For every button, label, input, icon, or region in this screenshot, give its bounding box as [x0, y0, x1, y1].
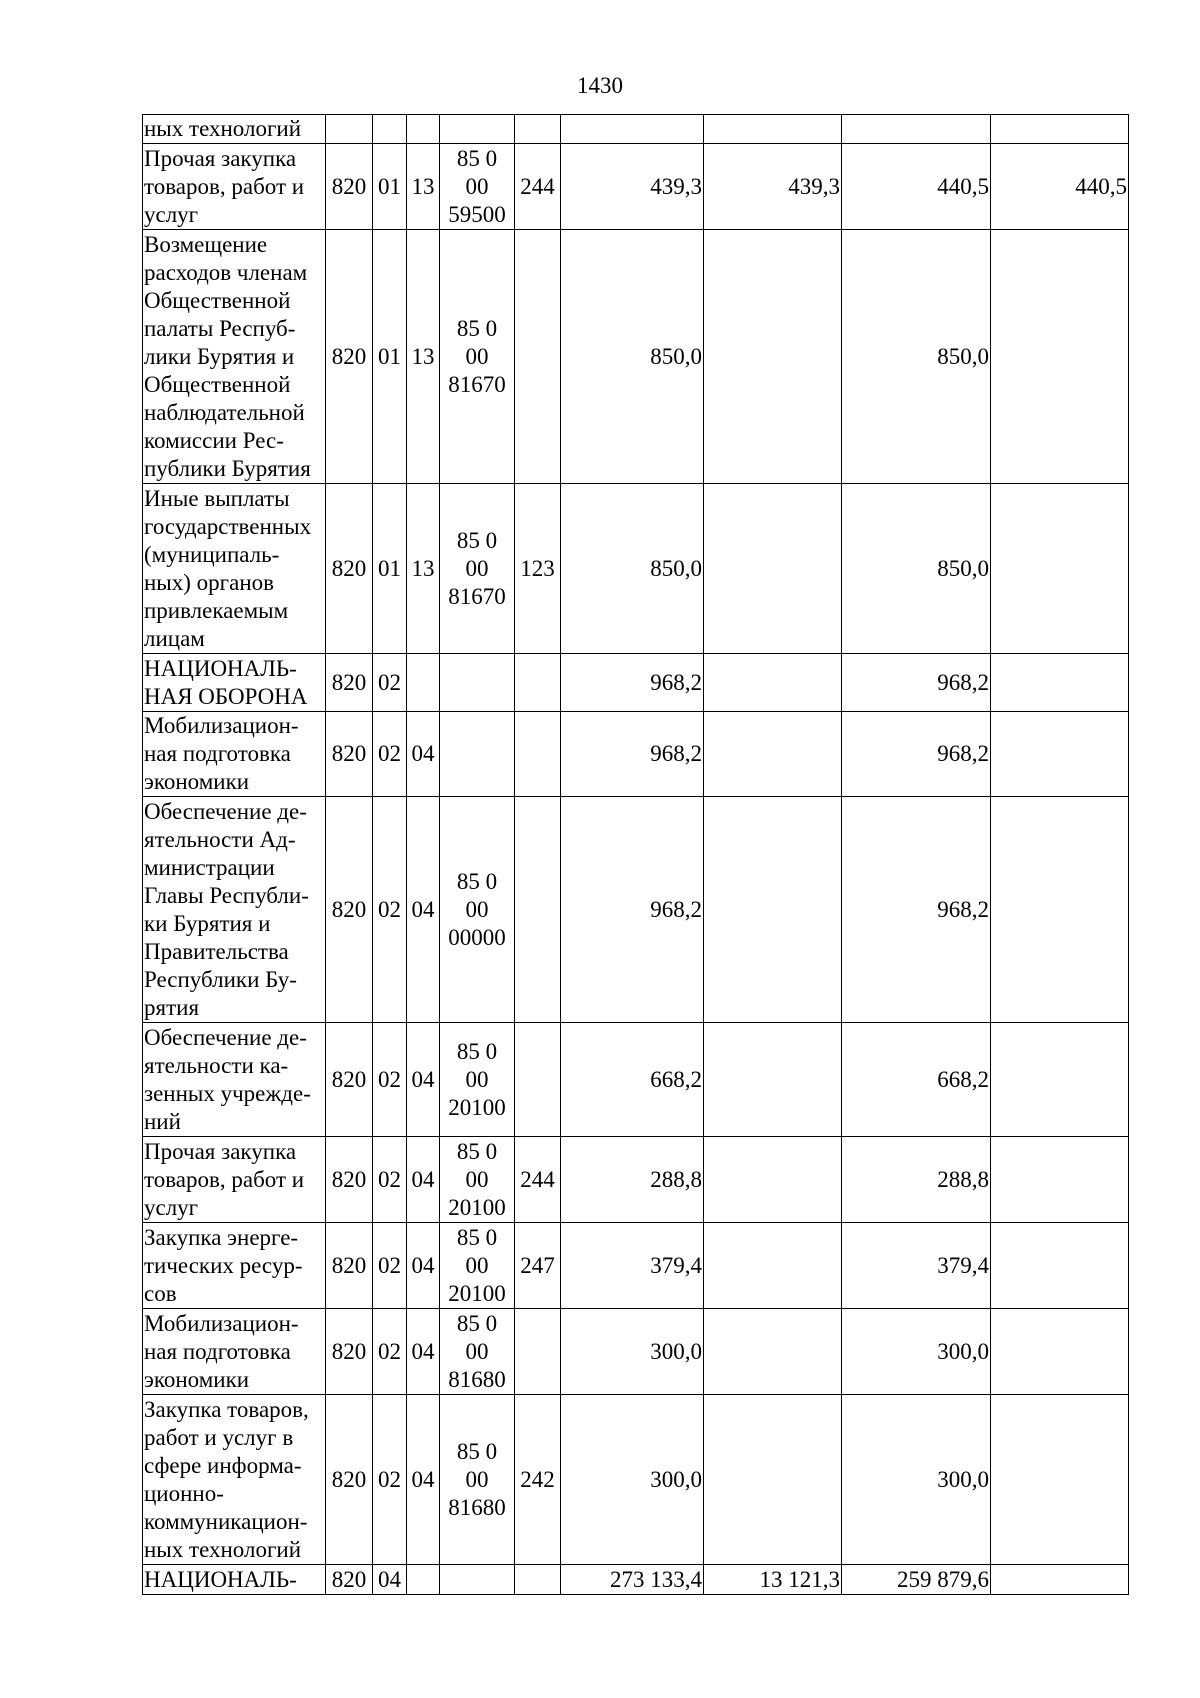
- target-article-line: 00: [465, 1338, 489, 1364]
- cell-subsection: 13: [407, 484, 440, 654]
- target-article-line: 81680: [448, 1494, 506, 1520]
- cell-subsection: 04: [407, 797, 440, 1023]
- target-article-line: 85 0: [456, 1438, 498, 1464]
- cell-section: 02: [373, 1223, 407, 1309]
- cell-section: 01: [373, 144, 407, 230]
- cell-section: 02: [373, 1395, 407, 1565]
- row-name-line: наблюдательной: [144, 399, 305, 425]
- cell-section: 04: [373, 1565, 407, 1595]
- target-article-line: 00: [465, 896, 489, 922]
- row-name-line: НАЦИОНАЛЬ-: [144, 655, 297, 681]
- cell-target-article: [440, 1223, 515, 1309]
- cell-expense-type: 244: [515, 144, 561, 230]
- table-row: [143, 654, 1129, 712]
- cell-section: 02: [373, 712, 407, 797]
- cell-grbs: 820: [326, 1565, 373, 1595]
- cell-subsection: 13: [407, 144, 440, 230]
- cell-amount-4: [991, 1565, 1129, 1595]
- target-article-line: 85 0: [456, 1310, 498, 1336]
- cell-amount-2: [704, 1395, 842, 1565]
- cell-subsection: [407, 1565, 440, 1595]
- cell-amount-1: 968,2: [561, 654, 704, 712]
- row-name-line: Закупка товаров,: [144, 1396, 309, 1422]
- row-name-line: услуг: [144, 1194, 199, 1220]
- cell-amount-2: [704, 230, 842, 484]
- cell-expense-type: [515, 1023, 561, 1137]
- cell-amount-1: 288,8: [561, 1137, 704, 1223]
- target-article-line: 00: [465, 1166, 489, 1192]
- cell-amount-4: [991, 484, 1129, 654]
- cell-expense-type: [515, 654, 561, 712]
- table-row: [143, 712, 1129, 797]
- target-article-line: 81670: [448, 583, 506, 609]
- target-article-line: 00: [465, 555, 489, 581]
- row-name-line: НАЦИОНАЛЬ-: [144, 1566, 297, 1592]
- table-row: [143, 1023, 1129, 1137]
- cell-amount-1: [561, 115, 704, 144]
- cell-amount-3: 968,2: [842, 797, 991, 1023]
- target-article-line: 85 0: [456, 868, 498, 894]
- cell-grbs: 820: [326, 712, 373, 797]
- row-name-line: ных) органов: [144, 569, 274, 595]
- cell-expense-type: [515, 230, 561, 484]
- cell-amount-3: 300,0: [842, 1395, 991, 1565]
- table-row: [143, 1137, 1129, 1223]
- cell-grbs: 820: [326, 1309, 373, 1395]
- target-article-line: 81670: [448, 371, 506, 397]
- cell-amount-1: 300,0: [561, 1309, 704, 1395]
- cell-amount-4: [991, 1137, 1129, 1223]
- row-name: [143, 654, 326, 712]
- row-name: [143, 797, 326, 1023]
- row-name-line: сфере информа-: [144, 1452, 302, 1478]
- cell-target-article: [440, 1395, 515, 1565]
- cell-expense-type: [515, 1309, 561, 1395]
- cell-section: 02: [373, 1309, 407, 1395]
- cell-subsection: 13: [407, 230, 440, 484]
- row-name-line: Прочая закупка: [144, 1138, 297, 1164]
- cell-amount-3: 968,2: [842, 654, 991, 712]
- budget-table: [142, 114, 1129, 1595]
- target-article-line: 85 0: [456, 1138, 498, 1164]
- cell-target-article: [440, 712, 515, 797]
- page-number: 1430: [577, 73, 623, 98]
- target-article-line: 85 0: [456, 145, 498, 171]
- row-name: [143, 1223, 326, 1309]
- row-name-line: ционно-: [144, 1480, 224, 1506]
- cell-amount-2: [704, 115, 842, 144]
- table-row: [143, 1309, 1129, 1395]
- cell-target-article: [440, 797, 515, 1023]
- cell-subsection: 04: [407, 1023, 440, 1137]
- row-name-line: государственных: [144, 513, 312, 539]
- cell-target-article: [440, 230, 515, 484]
- cell-amount-4: [991, 1223, 1129, 1309]
- cell-amount-4: [991, 712, 1129, 797]
- table-row: [143, 115, 1129, 144]
- cell-amount-4: [991, 1023, 1129, 1137]
- cell-amount-2: [704, 1023, 842, 1137]
- cell-grbs: 820: [326, 1137, 373, 1223]
- cell-expense-type: [515, 712, 561, 797]
- cell-amount-2: [704, 712, 842, 797]
- row-name-line: коммуникацион-: [144, 1508, 308, 1534]
- cell-subsection: 04: [407, 712, 440, 797]
- row-name-line: услуг: [144, 201, 199, 227]
- target-article-line: 85 0: [456, 1224, 498, 1250]
- target-article-line: 00: [465, 1252, 489, 1278]
- row-name-line: Обеспечение де-: [144, 1024, 307, 1050]
- cell-section: 02: [373, 797, 407, 1023]
- row-name: [143, 144, 326, 230]
- row-name: [143, 1565, 326, 1595]
- cell-amount-1: 968,2: [561, 712, 704, 797]
- cell-grbs: [326, 115, 373, 144]
- cell-amount-4: [991, 230, 1129, 484]
- row-name-line: Мобилизацион-: [144, 713, 299, 738]
- row-name-line: расходов членам: [144, 259, 308, 285]
- table-body: [143, 115, 1129, 1595]
- row-name-line: Общественной: [144, 287, 291, 313]
- cell-expense-type: 242: [515, 1395, 561, 1565]
- row-name-line: лики Бурятия и: [144, 343, 295, 369]
- cell-amount-3: 379,4: [842, 1223, 991, 1309]
- cell-subsection: 04: [407, 1137, 440, 1223]
- row-name-line: работ и услуг в: [144, 1424, 294, 1450]
- target-article-line: 00: [465, 173, 489, 199]
- row-name-line: Закупка энерге-: [144, 1224, 299, 1250]
- row-name: [143, 712, 326, 797]
- cell-amount-1: 850,0: [561, 484, 704, 654]
- cell-amount-1: 300,0: [561, 1395, 704, 1565]
- cell-grbs: 820: [326, 484, 373, 654]
- target-article-line: 00: [465, 1066, 489, 1092]
- cell-grbs: 820: [326, 654, 373, 712]
- target-article-line: 20100: [448, 1194, 506, 1220]
- row-name-line: Возмещение: [144, 231, 268, 257]
- cell-subsection: [407, 115, 440, 144]
- row-name-line: комиссии Рес-: [144, 427, 284, 453]
- cell-grbs: 820: [326, 1223, 373, 1309]
- cell-target-article: [440, 115, 515, 144]
- row-name-line: Прочая закупка: [144, 145, 297, 171]
- cell-section: 01: [373, 230, 407, 484]
- target-article-line: 81680: [448, 1366, 506, 1392]
- cell-amount-1: 668,2: [561, 1023, 704, 1137]
- table-row: [143, 144, 1129, 230]
- row-name: [143, 1309, 326, 1395]
- row-name-line: товаров, работ и: [144, 1166, 305, 1192]
- cell-grbs: 820: [326, 1395, 373, 1565]
- cell-target-article: [440, 144, 515, 230]
- cell-subsection: [407, 654, 440, 712]
- cell-target-article: [440, 484, 515, 654]
- row-name-line: министрации: [144, 854, 275, 880]
- cell-grbs: 820: [326, 230, 373, 484]
- cell-grbs: 820: [326, 144, 373, 230]
- target-article-line: 85 0: [456, 527, 498, 553]
- cell-section: 02: [373, 654, 407, 712]
- row-name-line: Правительства: [144, 938, 289, 964]
- cell-target-article: [440, 654, 515, 712]
- cell-amount-4: [991, 1309, 1129, 1395]
- row-name-line: Общественной: [144, 371, 291, 397]
- cell-amount-2: 439,3: [704, 144, 842, 230]
- cell-amount-2: [704, 654, 842, 712]
- cell-amount-2: [704, 1223, 842, 1309]
- cell-grbs: 820: [326, 1023, 373, 1137]
- row-name-line: палаты Респуб-: [144, 315, 296, 341]
- cell-target-article: [440, 1565, 515, 1595]
- table-row: [143, 797, 1129, 1023]
- row-name-line: экономики: [144, 1366, 250, 1392]
- cell-section: 02: [373, 1137, 407, 1223]
- cell-amount-3: 440,5: [842, 144, 991, 230]
- cell-amount-3: 300,0: [842, 1309, 991, 1395]
- row-name-line: ятельности Ад-: [144, 826, 296, 852]
- target-article-line: 20100: [448, 1280, 506, 1306]
- row-name-line: рятия: [144, 994, 200, 1020]
- cell-expense-type: [515, 1565, 561, 1595]
- row-name-line: привлекаемым: [144, 597, 289, 623]
- target-article-line: 59500: [448, 201, 506, 227]
- row-name-line: ки Бурятия и: [144, 910, 271, 936]
- cell-amount-1: 850,0: [561, 230, 704, 484]
- row-name: [143, 1395, 326, 1565]
- cell-amount-2: 13 121,3: [704, 1565, 842, 1595]
- cell-amount-1: 379,4: [561, 1223, 704, 1309]
- cell-amount-3: 668,2: [842, 1023, 991, 1137]
- cell-amount-3: 259 879,6: [842, 1565, 991, 1595]
- cell-expense-type: 244: [515, 1137, 561, 1223]
- cell-expense-type: [515, 115, 561, 144]
- row-name-line: ная подготовка: [144, 741, 291, 766]
- table-row: [143, 1395, 1129, 1565]
- target-article-line: 20100: [448, 1094, 506, 1120]
- table-row: [143, 1223, 1129, 1309]
- cell-grbs: 820: [326, 797, 373, 1023]
- table-row: [143, 230, 1129, 484]
- row-name-line: Мобилизацион-: [144, 1310, 299, 1336]
- target-article-line: 00: [465, 343, 489, 369]
- row-name: [143, 230, 326, 484]
- row-name-line: ная подготовка: [144, 1338, 291, 1364]
- row-name-line: ний: [144, 1108, 181, 1134]
- cell-amount-1: 273 133,4: [561, 1565, 704, 1595]
- row-name-line: ных технологий: [144, 116, 302, 141]
- row-name-line: Главы Республи-: [144, 882, 309, 908]
- cell-subsection: 04: [407, 1395, 440, 1565]
- row-name-line: экономики: [144, 769, 250, 794]
- cell-amount-2: [704, 1137, 842, 1223]
- row-name-line: ных технологий: [144, 1536, 302, 1562]
- cell-expense-type: 247: [515, 1223, 561, 1309]
- cell-section: 02: [373, 1023, 407, 1137]
- row-name-line: тических ресур-: [144, 1252, 303, 1278]
- row-name-line: зенных учрежде-: [144, 1080, 311, 1106]
- cell-amount-1: 439,3: [561, 144, 704, 230]
- cell-amount-3: 968,2: [842, 712, 991, 797]
- row-name-line: публики Бурятия: [144, 455, 311, 481]
- row-name-line: лицам: [144, 625, 205, 651]
- cell-amount-4: 440,5: [991, 144, 1129, 230]
- row-name: [143, 484, 326, 654]
- target-article-line: 85 0: [456, 1038, 498, 1064]
- cell-expense-type: 123: [515, 484, 561, 654]
- row-name-line: Обеспечение де-: [144, 798, 307, 824]
- cell-expense-type: [515, 797, 561, 1023]
- cell-amount-2: [704, 797, 842, 1023]
- cell-amount-3: 850,0: [842, 230, 991, 484]
- cell-section: [373, 115, 407, 144]
- cell-amount-4: [991, 115, 1129, 144]
- cell-section: 01: [373, 484, 407, 654]
- row-name: [143, 115, 326, 144]
- cell-amount-2: [704, 1309, 842, 1395]
- cell-amount-3: [842, 115, 991, 144]
- row-name-line: товаров, работ и: [144, 173, 305, 199]
- row-name-line: (муниципаль-: [144, 541, 280, 567]
- cell-target-article: [440, 1023, 515, 1137]
- cell-amount-4: [991, 797, 1129, 1023]
- cell-amount-2: [704, 484, 842, 654]
- row-name-line: Иные выплаты: [144, 485, 290, 511]
- table-row: [143, 1565, 1129, 1595]
- row-name-line: Республики Бу-: [144, 966, 297, 992]
- cell-target-article: [440, 1309, 515, 1395]
- cell-target-article: [440, 1137, 515, 1223]
- target-article-line: 00: [465, 1466, 489, 1492]
- cell-amount-4: [991, 654, 1129, 712]
- target-article-line: 00000: [448, 924, 506, 950]
- cell-amount-4: [991, 1395, 1129, 1565]
- table-row: [143, 484, 1129, 654]
- cell-amount-1: 968,2: [561, 797, 704, 1023]
- row-name-line: НАЯ ОБОРОНА: [144, 683, 308, 709]
- cell-amount-3: 288,8: [842, 1137, 991, 1223]
- row-name: [143, 1137, 326, 1223]
- row-name-line: ятельности ка-: [144, 1052, 289, 1078]
- cell-subsection: 04: [407, 1223, 440, 1309]
- target-article-line: 85 0: [456, 315, 498, 341]
- cell-amount-3: 850,0: [842, 484, 991, 654]
- row-name: [143, 1023, 326, 1137]
- row-name-line: сов: [144, 1280, 177, 1306]
- cell-subsection: 04: [407, 1309, 440, 1395]
